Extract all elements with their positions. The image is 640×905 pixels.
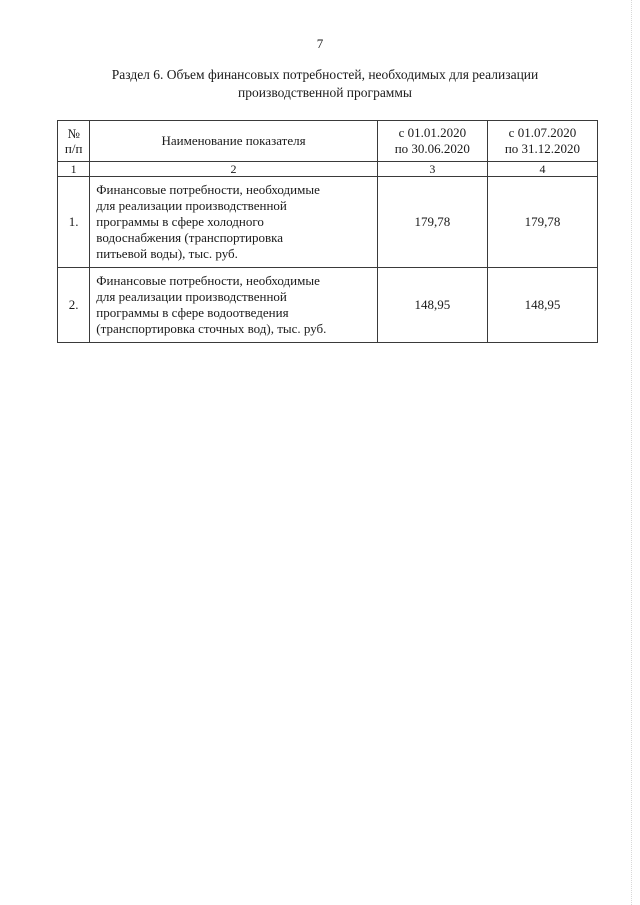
indicator-name-line: для реализации производственной	[96, 198, 287, 213]
header-number-line-1: №	[67, 126, 80, 141]
value-period-1: 148,95	[377, 268, 487, 343]
section-title-line-2: производственной программы	[238, 85, 412, 100]
table-row	[58, 177, 598, 268]
column-index: 1	[58, 162, 90, 177]
header-period-2-line-1: с 01.07.2020	[508, 125, 577, 140]
financial-needs-table	[57, 120, 598, 343]
indicator-name-line: для реализации производственной	[96, 289, 287, 304]
header-period-1-line-1: с 01.01.2020	[398, 125, 467, 140]
value-period-1: 179,78	[377, 177, 487, 268]
indicator-name	[90, 177, 378, 268]
header-indicator-name: Наименование показателя	[90, 121, 378, 162]
value-period-2: 148,95	[487, 268, 597, 343]
indicator-name	[90, 268, 378, 343]
section-title-line-1: Раздел 6. Объем финансовых потребностей, необходимых для реализации	[111, 67, 539, 82]
header-period-2	[487, 121, 597, 162]
header-period-2-line-2: по 31.12.2020	[504, 141, 581, 156]
indicator-name-line: программы в сфере холодного	[96, 214, 264, 229]
column-index: 4	[487, 162, 597, 177]
header-number-line-2: п/п	[64, 141, 83, 156]
indicator-name-line: (транспортировка сточных вод), тыс. руб.	[96, 321, 327, 336]
page-number: 7	[316, 36, 324, 51]
header-number	[58, 121, 90, 162]
column-index-row	[58, 162, 598, 177]
indicator-name-line: водоснабжения (транспортировка	[96, 230, 284, 245]
header-period-1-line-2: по 30.06.2020	[394, 141, 470, 156]
value-period-2: 179,78	[487, 177, 597, 268]
header-row	[58, 121, 598, 162]
column-index: 2	[90, 162, 378, 177]
section-title	[60, 66, 590, 102]
row-number: 2.	[58, 268, 90, 343]
table-row	[58, 268, 598, 343]
indicator-name-line: Финансовые потребности, необходимые	[96, 273, 320, 288]
row-number: 1.	[58, 177, 90, 268]
indicator-name-line: питьевой воды), тыс. руб.	[96, 246, 238, 261]
header-period-1	[377, 121, 487, 162]
indicator-name-line: Финансовые потребности, необходимые	[96, 182, 320, 197]
page-edge-line	[630, 0, 632, 905]
column-index: 3	[377, 162, 487, 177]
indicator-name-line: программы в сфере водоотведения	[96, 305, 289, 320]
